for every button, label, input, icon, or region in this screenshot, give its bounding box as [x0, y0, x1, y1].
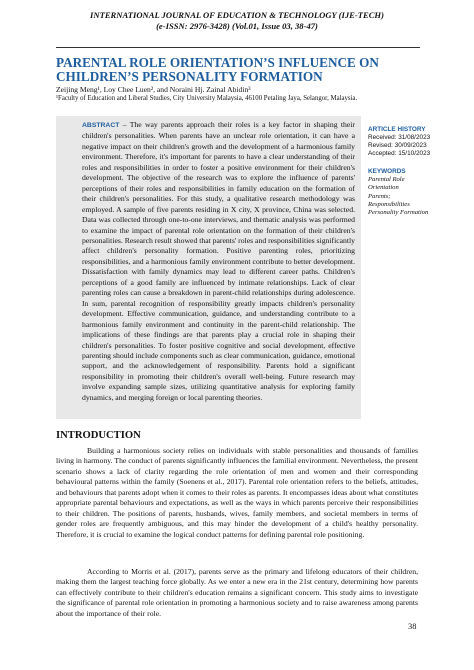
article-sidebar	[368, 126, 468, 217]
keywords-heading: KEYWORDS	[368, 168, 406, 175]
accepted-date: Accepted: 15/10/2023	[368, 150, 431, 157]
body-paragraph: Building a harmonious society relies on individuals with stable personalities and thousands of families living in harmony. The conduct of parents significantly influences the familial environment. Nevertheless, the present scenario shows a lack of clarity regarding the role orientation of men and women and their corresponding behavioural patterns within the family (Soenens et al., 2017). Parental role orientation refers to the beliefs, attitudes, and behaviours that parents adopt when it comes to their roles as parents. It encompasses ideas about what constitutes appropriate parental behaviours and expectations, as well as the ways in which parents perceive their responsibilities to their children. The positions of parents, husbands, wives, family members, and societal members in terms of gender roles are frequently ambiguous, and this may hinder the development of a child's healthy personality. Therefore, it is crucial to examine the logical conduct patterns for defining parental role positioning.	[56, 446, 418, 539]
abstract-paragraph	[82, 120, 355, 403]
keyword-item: Parental Role	[368, 176, 405, 183]
page-number: 38	[408, 622, 417, 631]
abstract-label: ABSTRACT	[82, 122, 120, 129]
keyword-item: Responsibilities	[368, 200, 410, 208]
author-list: Zeijing Meng¹, Loy Chee Luen², and Noraini Hj. Zainal Abidin³	[56, 85, 251, 94]
journal-header	[0, 10, 474, 32]
journal-issue-line: (e-ISSN: 2976-3428) (Vol.01, Issue 03, 38-47)	[156, 21, 318, 31]
introduction-heading: INTRODUCTION	[56, 430, 141, 441]
keyword-item: Parents;	[368, 192, 391, 200]
received-date: Received: 31/08/2023	[368, 134, 431, 141]
body-paragraph: According to Morris et al. (2017), parents serve as the primary and lifelong educators of their children, making them the largest teaching force globally. As we enter a new era in the 21st century, determining how parents can effectively contribute to their children's education remains a significant concern. This study aims to investigate the significance of parental role orientation in promoting a harmonious society and to raise awareness among parents about the importance of their role.	[56, 567, 418, 618]
abstract-body: – The way parents approach their roles is a key factor in shaping their children's personalities. When parents have an unclear role orientation, it can have a negative impact on their children's growth and the development of a harmonious family environment. Therefore, it's important for parents to have a clear understanding of their roles and responsibilities in order to foster a positive environment for their children's development. The objective of the research was to explore the influence of parents' perceptions of their roles and responsibilities in family education on the formation of their children's personalities. For this study, a qualitative research methodology was employed. A sample of five parents residing in X city, X province, China was selected. Data was collected through one-to-one interviews, and thematic analysis was performed to examine the impact of parental role orientation on the formation of their children's personalities. Research result showed that parents' roles and responsibilities significantly affect children's personality formation. Positive parenting roles, prioritizing responsibilities, and a harmonious family environment contribute to better development. Dissatisfaction with family dynamics may lead to different career paths. Children's perceptions of a good family are influenced by intimate relationships. Lack of clear parenting roles can cause a breakdown in parent-child relationships during adolescence. In sum, parental recognition of responsibility greatly impacts children's personality development. Effective communication, guidance, and understanding contribute to a harmonious family environment and continuity in the parent-child relationship. The implications of these findings are that parents play a crucial role in shaping their children's personalities. To foster positive cognitive and social development, effective parenting should include components such as clear communication, guidance, emotional support, and the acknowledgement of responsibility. Parents hold a significant responsibility in promoting their children's overall well-being. Future research may involve expanding sample sizes, utilizing quantitative analysis for exploring family dynamics, and merging foreign or local parenting theories.	[82, 120, 355, 402]
paper-title: PARENTAL ROLE ORIENTATION’S INFLUENCE ON CHILDREN’S PERSONALITY FORMATION	[56, 55, 379, 84]
journal-name: INTERNATIONAL JOURNAL OF EDUCATION & TECHNOLOGY (IJE-TECH)	[90, 10, 384, 20]
keyword-item: Orientation	[368, 184, 399, 192]
header-divider	[56, 47, 420, 48]
affiliation: ¹Faculty of Education and Liberal Studies, City University Malaysia, 46100 Petaling Jaya, Selangor, Malaysia.	[56, 95, 358, 102]
keyword-item: Personality Formation	[368, 209, 429, 217]
abstract-box	[56, 116, 361, 419]
revised-date: Revised: 30/09/2023	[368, 142, 427, 149]
article-history-heading: ARTICLE HISTORY	[368, 126, 426, 133]
